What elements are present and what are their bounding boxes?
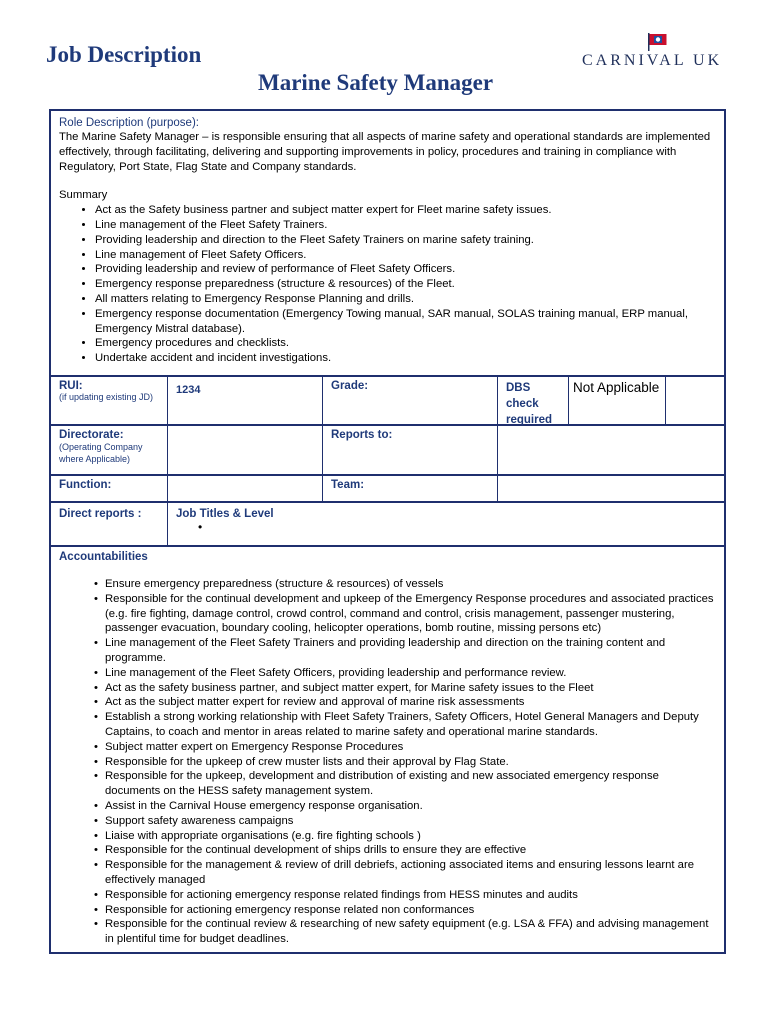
accountability-item: • Responsible for the continual review & researching of new safety equipment (e.g. LSA & FFA) and advising management in plentiful time for budget deadlines. [105, 917, 716, 947]
flag-icon [646, 32, 670, 52]
direct-reports-row [51, 503, 724, 547]
accountability-item: • Responsible for the continual development of ships drills to ensure they are effective [105, 843, 716, 858]
rui-value: 1234 [176, 384, 201, 396]
accountability-item: • Line management of the Fleet Safety Trainers and providing leadership and direction on the training content and programme. [105, 636, 716, 666]
accountability-item: • Act as the safety business partner, and subject matter expert, for Marine safety issues to the Fleet [105, 681, 716, 696]
summary-item: • Providing leadership and direction to the Fleet Safety Trainers on marine safety training. [95, 233, 716, 248]
accountability-item: • Responsible for the management & review of drill debriefs, actioning associated items and ensuring lessons learnt are effectively managed [105, 858, 716, 888]
summary-item: • Act as the Safety business partner and subject matter expert for Fleet marine safety issues. [95, 203, 716, 218]
direct-reports-label: Direct reports : [59, 508, 142, 520]
accountability-item: • Responsible for the upkeep, development and distribution of existing and new associated emergency response documents on the HESS safety management system. [105, 769, 716, 799]
summary-item: • Emergency response documentation (Emergency Towing manual, SAR manual, SOLAS training manual, ERP manual, Emergency Mistral database). [95, 307, 716, 337]
accountabilities-section [51, 547, 724, 951]
job-titles-bullet: • [198, 520, 203, 534]
job-title: Marine Safety Manager [258, 70, 494, 95]
reports-to-label: Reports to: [331, 429, 393, 441]
accountability-item: • Liaise with appropriate organisations (e.g. fire fighting schools ) [105, 829, 716, 844]
logo-text: CARNIVAL UK [582, 52, 723, 69]
rui-label: RUI: [59, 380, 83, 392]
summary-label: Summary [59, 189, 108, 202]
accountability-item: • Responsible for actioning emergency response related non conformances [105, 903, 716, 918]
accountability-item: • Responsible for actioning emergency response related findings from HESS minutes and audits [105, 888, 716, 903]
accountability-item: • Responsible for the continual development and upkeep of the Emergency Response procedures and associated practices (e.g. fire fighting, damage control, crowd control, command and control, crisis management, passenger mustering, passenger evacuation, boundary cooling, helicopter operations, bomb routine, missing persons etc) [105, 592, 716, 636]
job-description-table [49, 109, 726, 954]
company-logo [582, 32, 732, 72]
role-description-section [51, 111, 724, 377]
accountability-item: • Establish a strong working relationship with Fleet Safety Trainers, Safety Officers, Hotel General Managers and Deputy Captains, to coach and mentor in areas related to marine safety and operational marine standards. [105, 710, 716, 740]
team-label: Team: [331, 479, 365, 491]
accountability-item: • Responsible for the upkeep of crew muster lists and their approval by Flag State. [105, 755, 716, 770]
function-row [51, 476, 724, 503]
rui-row [51, 377, 724, 426]
accountability-item: • Subject matter expert on Emergency Response Procedures [105, 740, 716, 755]
dbs-check-value: Not Applicable [573, 380, 660, 395]
accountabilities-list [59, 577, 716, 947]
summary-item: • Emergency response preparedness (structure & resources) of the Fleet. [95, 277, 716, 292]
accountability-item: • Support safety awareness campaigns [105, 814, 716, 829]
directorate-row [51, 426, 724, 476]
document-title: Job Description [46, 42, 202, 67]
summary-item: • Emergency procedures and checklists. [95, 336, 716, 351]
role-description-heading: Role Description (purpose): [59, 117, 199, 129]
accountability-item: • Assist in the Carnival House emergency response organisation. [105, 799, 716, 814]
dbs-check-label: DBS check required [506, 382, 553, 426]
function-label: Function: [59, 479, 112, 491]
directorate-label: Directorate: [59, 429, 124, 441]
role-description-text: The Marine Safety Manager – is responsible ensuring that all aspects of marine safety and operational standards are implemented effectively, through facilitating, delivering and supporting improvements in policy, procedures and training in compliance with Regulatory, Port State, Flag State and Company standards. [59, 131, 711, 173]
summary-item: • Providing leadership and review of performance of Fleet Safety Officers. [95, 262, 716, 277]
job-titles-label: Job Titles & Level [176, 508, 274, 520]
accountabilities-heading: Accountabilities [59, 551, 148, 563]
summary-list [59, 203, 716, 366]
summary-item: • Undertake accident and incident investigations. [95, 351, 716, 366]
rui-note: (if updating existing JD) [59, 392, 154, 402]
summary-item: • Line management of Fleet Safety Officers. [95, 248, 716, 263]
summary-item: • All matters relating to Emergency Response Planning and drills. [95, 292, 716, 307]
accountability-item: • Act as the subject matter expert for review and approval of marine risk assessments [105, 695, 716, 710]
accountability-item: • Line management of the Fleet Safety Officers, providing leadership and performance review. [105, 666, 716, 681]
directorate-note: (Operating Company where Applicable) [59, 442, 143, 464]
grade-label: Grade: [331, 380, 369, 392]
accountability-item: • Ensure emergency preparedness (structure & resources) of vessels [105, 577, 716, 592]
summary-item: • Line management of the Fleet Safety Trainers. [95, 218, 716, 233]
